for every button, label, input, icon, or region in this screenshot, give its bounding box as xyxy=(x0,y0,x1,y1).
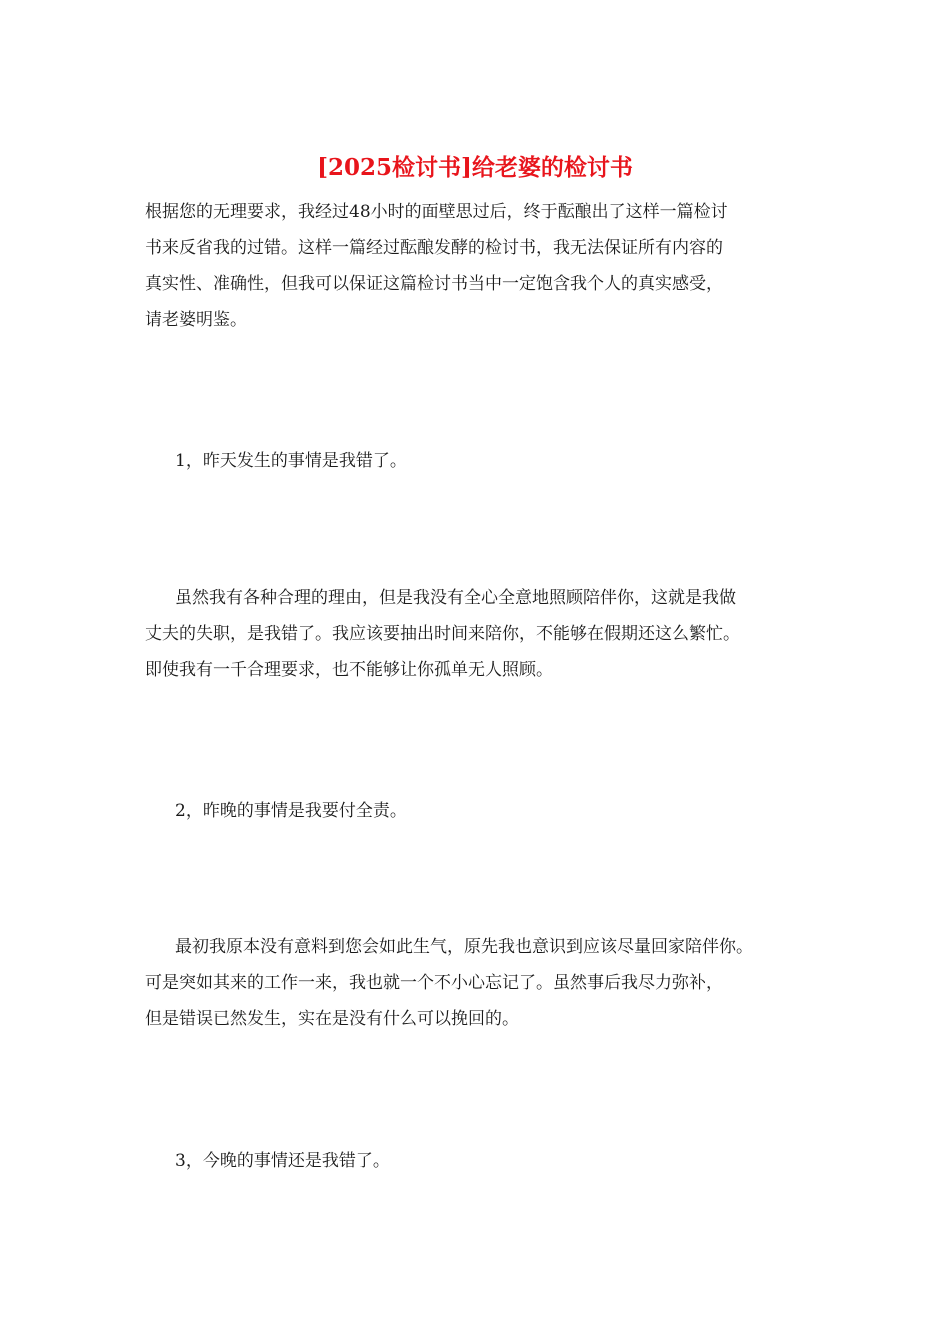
paragraph-line: 书来反省我的过错。这样一篇经过酝酿发酵的检讨书，我无法保证所有内容的 xyxy=(145,238,723,258)
paragraph-line: 即使我有一千合理要求，也不能够让你孤单无人照顾。 xyxy=(145,660,553,680)
paragraph-line: 最初我原本没有意料到您会如此生气，原先我也意识到应该尽量回家陪伴你。 xyxy=(175,937,753,957)
item-3-heading xyxy=(145,1143,815,1179)
paragraph-line: 虽然我有各种合理的理由，但是我没有全心全意地照顾陪伴你，这就是我做 xyxy=(175,588,736,608)
paragraph-line: 丈夫的失职，是我错了。我应该要抽出时间来陪你，不能够在假期还这么繁忙。 xyxy=(145,624,740,644)
paragraph-line: 2，昨晚的事情是我要付全责。 xyxy=(175,801,407,821)
paragraph-line: 请老婆明鉴。 xyxy=(145,310,247,330)
item-1-paragraph xyxy=(145,580,815,688)
document-title: [2025检讨书]给老婆的检讨书 xyxy=(317,154,633,181)
paragraph-line: 但是错误已然发生，实在是没有什么可以挽回的。 xyxy=(145,1009,519,1029)
paragraph-line: 可是突如其来的工作一来，我也就一个不小心忘记了。虽然事后我尽力弥补， xyxy=(145,973,723,993)
item-1-heading xyxy=(145,443,815,479)
paragraph-line: 1，昨天发生的事情是我错了。 xyxy=(175,451,407,471)
paragraph-line: 3，今晚的事情还是我错了。 xyxy=(175,1151,390,1171)
paragraph-line: 根据您的无理要求，我经过48小时的面壁思过后，终于酝酿出了这样一篇检讨 xyxy=(145,202,728,222)
intro-paragraph xyxy=(145,194,815,338)
item-2-heading xyxy=(145,793,815,829)
paragraph-line: 真实性、准确性，但我可以保证这篇检讨书当中一定饱含我个人的真实感受， xyxy=(145,274,723,294)
item-2-paragraph xyxy=(145,929,815,1037)
